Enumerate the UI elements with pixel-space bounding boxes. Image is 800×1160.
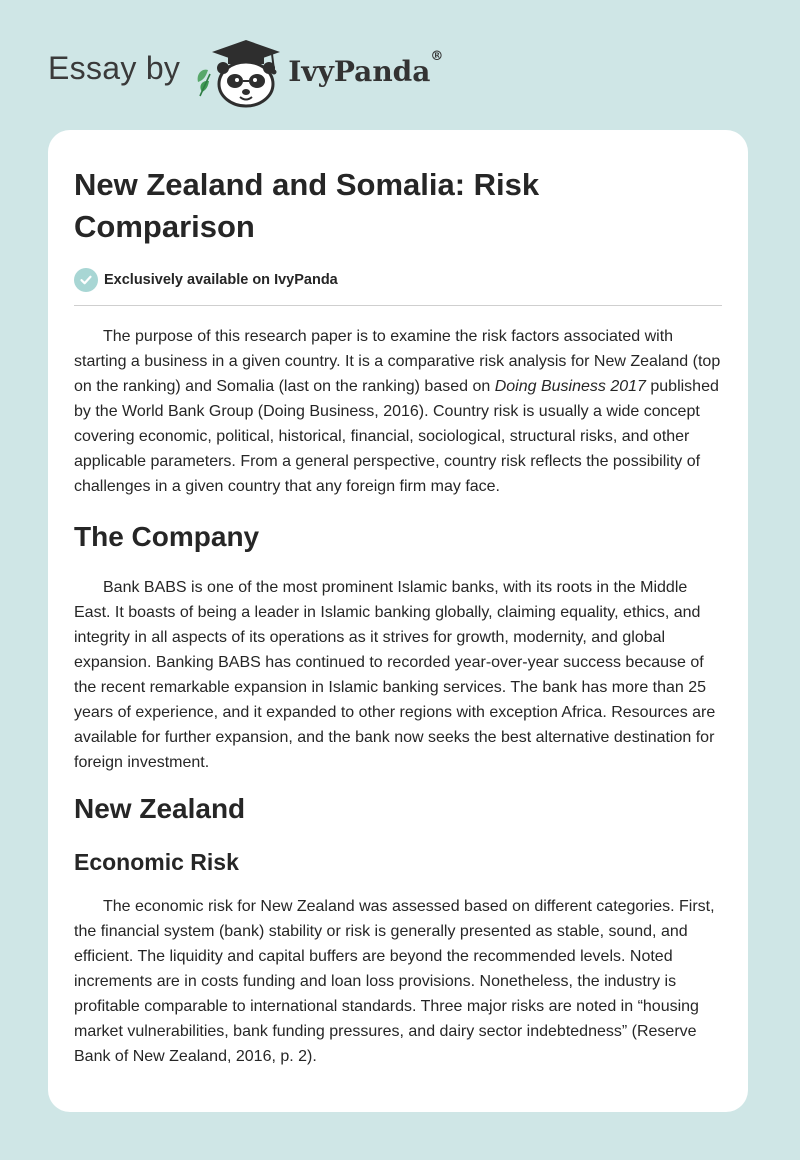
essay-by-label: Essay by (48, 49, 181, 86)
economic-risk-paragraph: The economic risk for New Zealand was assessed based on different categories. First, the financial system (bank) stability or risk is generally presented as stable, sound, and efficient. The liquidity and capital buffers are beyond the recommended levels. Noted increments are in costs funding and loan loss provisions. Nonetheless, the industry is profitable comparable to international standards. Three major risks are noted in “housing market vulnerabilities, bank funding pressures, and dairy sector indebtedness” (Reserve Bank of New Zealand, 2016, p. 2). (74, 898, 715, 1065)
intro-paragraph: The purpose of this research paper is to examine the risk factors associated with starting a business in a given country. It is a comparative risk analysis for New Zealand (top on the ranking) and Somalia (last on the ranking) based on Doing Business 2017 published by the World Bank Group (Doing Business, 2016). Country risk is usually a wide concept covering economic, political, historical, financial, sociological, structural risks, and other applicable parameters. From a general perspective, country risk reflects the possibility of challenges in a given country that any foreign firm may face. (74, 328, 721, 495)
panda-graduate-logo-icon[interactable] (194, 36, 286, 108)
heading-the-company: The Company (74, 521, 260, 552)
company-paragraph: Bank BABS is one of the most prominent Islamic banks, with its roots in the Middle East. It boasts of being a leader in Islamic banking globally, claiming equality, ethics, and integrity in all aspects of its operations as it strives for growth, modernity, and global expansion. Banking BABS has continued to recorded year-over-year success because of the recent remarkable expansion in Islamic banking services. The bank has more than 25 years of experience, and it expanded to other regions with exception Africa. Resources are available for further expansion, and the bank now seeks the best alternative destination for foreign investment. (74, 579, 716, 771)
divider (74, 305, 722, 306)
brand-name[interactable]: IvyPanda® (288, 48, 444, 88)
registered-mark: ® (430, 48, 444, 64)
source-title: Doing Business 2017 (494, 378, 646, 395)
page-title: New Zealand and Somalia: Risk Comparison (74, 167, 540, 244)
heading-new-zealand: New Zealand (74, 793, 246, 824)
essay-card (48, 130, 748, 1112)
checkmark-circle-icon (74, 268, 98, 292)
site-header (48, 36, 443, 108)
exclusive-badge (74, 268, 722, 292)
badge-text: Exclusively available on IvyPanda (104, 272, 338, 288)
heading-economic-risk: Economic Risk (74, 849, 239, 875)
